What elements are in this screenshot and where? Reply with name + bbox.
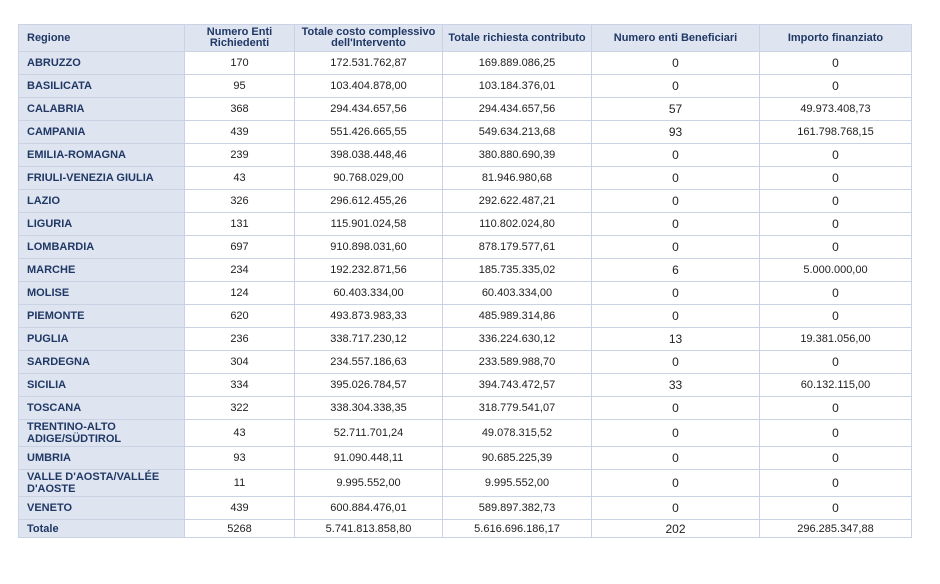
cell-numero-beneficiari: 0 bbox=[592, 282, 760, 305]
cell-numero-beneficiari: 0 bbox=[592, 52, 760, 75]
cell-importo: 0 bbox=[760, 305, 912, 328]
cell-numero-enti: 620 bbox=[185, 305, 295, 328]
cell-regione: BASILICATA bbox=[19, 75, 185, 98]
header-numero-enti: Numero Enti Richiedenti bbox=[185, 25, 295, 52]
cell-totale-costo: 395.026.784,57 bbox=[295, 374, 443, 397]
cell-totale-richiesta: 878.179.577,61 bbox=[443, 236, 592, 259]
cell-numero-enti: 43 bbox=[185, 167, 295, 190]
cell-regione: VENETO bbox=[19, 497, 185, 520]
cell-numero-enti: 124 bbox=[185, 282, 295, 305]
table-row bbox=[19, 259, 912, 282]
cell-totale-costo: 493.873.983,33 bbox=[295, 305, 443, 328]
cell-numero-beneficiari: 0 bbox=[592, 75, 760, 98]
header-regione: Regione bbox=[19, 25, 185, 52]
cell-totale-costo: 90.768.029,00 bbox=[295, 167, 443, 190]
cell-importo: 161.798.768,15 bbox=[760, 121, 912, 144]
cell-importo: 0 bbox=[760, 236, 912, 259]
cell-regione: PIEMONTE bbox=[19, 305, 185, 328]
header-row bbox=[19, 25, 912, 52]
cell-numero-enti: 239 bbox=[185, 144, 295, 167]
total-numero-beneficiari: 202 bbox=[592, 520, 760, 538]
regional-funding-table-container bbox=[18, 24, 911, 538]
cell-totale-richiesta: 103.184.376,01 bbox=[443, 75, 592, 98]
cell-numero-beneficiari: 33 bbox=[592, 374, 760, 397]
cell-numero-enti: 322 bbox=[185, 397, 295, 420]
cell-totale-costo: 338.304.338,35 bbox=[295, 397, 443, 420]
cell-importo: 0 bbox=[760, 420, 912, 447]
cell-totale-richiesta: 49.078.315,52 bbox=[443, 420, 592, 447]
cell-numero-enti: 95 bbox=[185, 75, 295, 98]
cell-totale-richiesta: 549.634.213,68 bbox=[443, 121, 592, 144]
cell-importo: 19.381.056,00 bbox=[760, 328, 912, 351]
cell-numero-enti: 439 bbox=[185, 121, 295, 144]
cell-numero-beneficiari: 13 bbox=[592, 328, 760, 351]
header-numero-beneficiari: Numero enti Beneficiari bbox=[592, 25, 760, 52]
cell-regione: LIGURIA bbox=[19, 213, 185, 236]
cell-totale-richiesta: 233.589.988,70 bbox=[443, 351, 592, 374]
table-row bbox=[19, 98, 912, 121]
cell-numero-beneficiari: 93 bbox=[592, 121, 760, 144]
cell-importo: 0 bbox=[760, 351, 912, 374]
cell-numero-beneficiari: 57 bbox=[592, 98, 760, 121]
cell-numero-beneficiari: 0 bbox=[592, 213, 760, 236]
cell-totale-richiesta: 292.622.487,21 bbox=[443, 190, 592, 213]
table-row bbox=[19, 374, 912, 397]
cell-importo: 60.132.115,00 bbox=[760, 374, 912, 397]
cell-totale-costo: 103.404.878,00 bbox=[295, 75, 443, 98]
cell-regione: LOMBARDIA bbox=[19, 236, 185, 259]
cell-numero-beneficiari: 0 bbox=[592, 236, 760, 259]
cell-importo: 0 bbox=[760, 144, 912, 167]
cell-numero-enti: 326 bbox=[185, 190, 295, 213]
header-totale-richiesta: Totale richiesta contributo bbox=[443, 25, 592, 52]
cell-regione: MARCHE bbox=[19, 259, 185, 282]
table-row bbox=[19, 328, 912, 351]
table-row bbox=[19, 121, 912, 144]
cell-numero-enti: 334 bbox=[185, 374, 295, 397]
cell-totale-richiesta: 60.403.334,00 bbox=[443, 282, 592, 305]
table-row bbox=[19, 144, 912, 167]
total-totale-richiesta: 5.616.696.186,17 bbox=[443, 520, 592, 538]
cell-regione: UMBRIA bbox=[19, 447, 185, 470]
table-row bbox=[19, 213, 912, 236]
cell-regione: SICILIA bbox=[19, 374, 185, 397]
cell-regione: CAMPANIA bbox=[19, 121, 185, 144]
cell-totale-costo: 296.612.455,26 bbox=[295, 190, 443, 213]
cell-totale-costo: 172.531.762,87 bbox=[295, 52, 443, 75]
table-row bbox=[19, 52, 912, 75]
table-row bbox=[19, 190, 912, 213]
cell-totale-richiesta: 380.880.690,39 bbox=[443, 144, 592, 167]
table-row bbox=[19, 305, 912, 328]
cell-totale-richiesta: 185.735.335,02 bbox=[443, 259, 592, 282]
totals-row bbox=[19, 520, 912, 538]
cell-numero-beneficiari: 0 bbox=[592, 167, 760, 190]
total-importo: 296.285.347,88 bbox=[760, 520, 912, 538]
cell-importo: 0 bbox=[760, 497, 912, 520]
regional-funding-table bbox=[18, 24, 912, 538]
cell-totale-richiesta: 81.946.980,68 bbox=[443, 167, 592, 190]
cell-numero-enti: 439 bbox=[185, 497, 295, 520]
cell-numero-enti: 131 bbox=[185, 213, 295, 236]
cell-totale-costo: 551.426.665,55 bbox=[295, 121, 443, 144]
cell-importo: 49.973.408,73 bbox=[760, 98, 912, 121]
cell-importo: 0 bbox=[760, 213, 912, 236]
cell-importo: 5.000.000,00 bbox=[760, 259, 912, 282]
cell-numero-enti: 234 bbox=[185, 259, 295, 282]
cell-numero-beneficiari: 0 bbox=[592, 144, 760, 167]
cell-numero-beneficiari: 0 bbox=[592, 420, 760, 447]
table-row bbox=[19, 351, 912, 374]
total-numero-enti: 5268 bbox=[185, 520, 295, 538]
cell-importo: 0 bbox=[760, 167, 912, 190]
cell-numero-enti: 170 bbox=[185, 52, 295, 75]
cell-numero-enti: 368 bbox=[185, 98, 295, 121]
cell-totale-costo: 52.711.701,24 bbox=[295, 420, 443, 447]
cell-regione: MOLISE bbox=[19, 282, 185, 305]
cell-importo: 0 bbox=[760, 190, 912, 213]
cell-regione: SARDEGNA bbox=[19, 351, 185, 374]
cell-regione: PUGLIA bbox=[19, 328, 185, 351]
cell-totale-costo: 192.232.871,56 bbox=[295, 259, 443, 282]
header-importo: Importo finanziato bbox=[760, 25, 912, 52]
cell-numero-enti: 43 bbox=[185, 420, 295, 447]
cell-totale-richiesta: 318.779.541,07 bbox=[443, 397, 592, 420]
cell-numero-beneficiari: 0 bbox=[592, 497, 760, 520]
cell-regione: ABRUZZO bbox=[19, 52, 185, 75]
cell-numero-beneficiari: 0 bbox=[592, 470, 760, 497]
cell-totale-costo: 115.901.024,58 bbox=[295, 213, 443, 236]
table-row bbox=[19, 420, 912, 447]
cell-totale-costo: 338.717.230,12 bbox=[295, 328, 443, 351]
cell-totale-costo: 91.090.448,11 bbox=[295, 447, 443, 470]
cell-numero-beneficiari: 0 bbox=[592, 397, 760, 420]
cell-numero-beneficiari: 0 bbox=[592, 190, 760, 213]
cell-totale-richiesta: 90.685.225,39 bbox=[443, 447, 592, 470]
cell-totale-costo: 234.557.186,63 bbox=[295, 351, 443, 374]
cell-totale-richiesta: 589.897.382,73 bbox=[443, 497, 592, 520]
cell-totale-richiesta: 9.995.552,00 bbox=[443, 470, 592, 497]
cell-totale-richiesta: 169.889.086,25 bbox=[443, 52, 592, 75]
cell-importo: 0 bbox=[760, 282, 912, 305]
cell-importo: 0 bbox=[760, 75, 912, 98]
cell-numero-enti: 93 bbox=[185, 447, 295, 470]
total-totale-costo: 5.741.813.858,80 bbox=[295, 520, 443, 538]
cell-importo: 0 bbox=[760, 397, 912, 420]
cell-totale-richiesta: 485.989.314,86 bbox=[443, 305, 592, 328]
cell-numero-beneficiari: 0 bbox=[592, 447, 760, 470]
cell-importo: 0 bbox=[760, 52, 912, 75]
cell-totale-richiesta: 336.224.630,12 bbox=[443, 328, 592, 351]
cell-importo: 0 bbox=[760, 470, 912, 497]
cell-numero-enti: 236 bbox=[185, 328, 295, 351]
cell-regione: CALABRIA bbox=[19, 98, 185, 121]
cell-totale-costo: 9.995.552,00 bbox=[295, 470, 443, 497]
table-row bbox=[19, 447, 912, 470]
cell-totale-richiesta: 394.743.472,57 bbox=[443, 374, 592, 397]
cell-numero-beneficiari: 0 bbox=[592, 305, 760, 328]
cell-totale-richiesta: 110.802.024,80 bbox=[443, 213, 592, 236]
header-totale-costo: Totale costo complessivo dell'Intervento bbox=[295, 25, 443, 52]
table-row bbox=[19, 470, 912, 497]
table-row bbox=[19, 497, 912, 520]
cell-totale-costo: 600.884.476,01 bbox=[295, 497, 443, 520]
cell-regione: EMILIA-ROMAGNA bbox=[19, 144, 185, 167]
cell-regione: VALLE D'AOSTA/VALLÉE D'AOSTE bbox=[19, 470, 185, 497]
cell-numero-enti: 11 bbox=[185, 470, 295, 497]
cell-regione: TOSCANA bbox=[19, 397, 185, 420]
table-row bbox=[19, 236, 912, 259]
table-row bbox=[19, 282, 912, 305]
cell-numero-enti: 697 bbox=[185, 236, 295, 259]
cell-totale-costo: 398.038.448,46 bbox=[295, 144, 443, 167]
table-body bbox=[19, 52, 912, 538]
table-row bbox=[19, 75, 912, 98]
cell-regione: TRENTINO-ALTO ADIGE/SÜDTIROL bbox=[19, 420, 185, 447]
cell-totale-costo: 294.434.657,56 bbox=[295, 98, 443, 121]
table-row bbox=[19, 167, 912, 190]
cell-totale-costo: 60.403.334,00 bbox=[295, 282, 443, 305]
cell-regione: FRIULI-VENEZIA GIULIA bbox=[19, 167, 185, 190]
table-row bbox=[19, 397, 912, 420]
cell-totale-richiesta: 294.434.657,56 bbox=[443, 98, 592, 121]
cell-numero-beneficiari: 6 bbox=[592, 259, 760, 282]
cell-totale-costo: 910.898.031,60 bbox=[295, 236, 443, 259]
cell-regione: LAZIO bbox=[19, 190, 185, 213]
cell-numero-enti: 304 bbox=[185, 351, 295, 374]
cell-importo: 0 bbox=[760, 447, 912, 470]
cell-numero-beneficiari: 0 bbox=[592, 351, 760, 374]
total-regione: Totale bbox=[19, 520, 185, 538]
